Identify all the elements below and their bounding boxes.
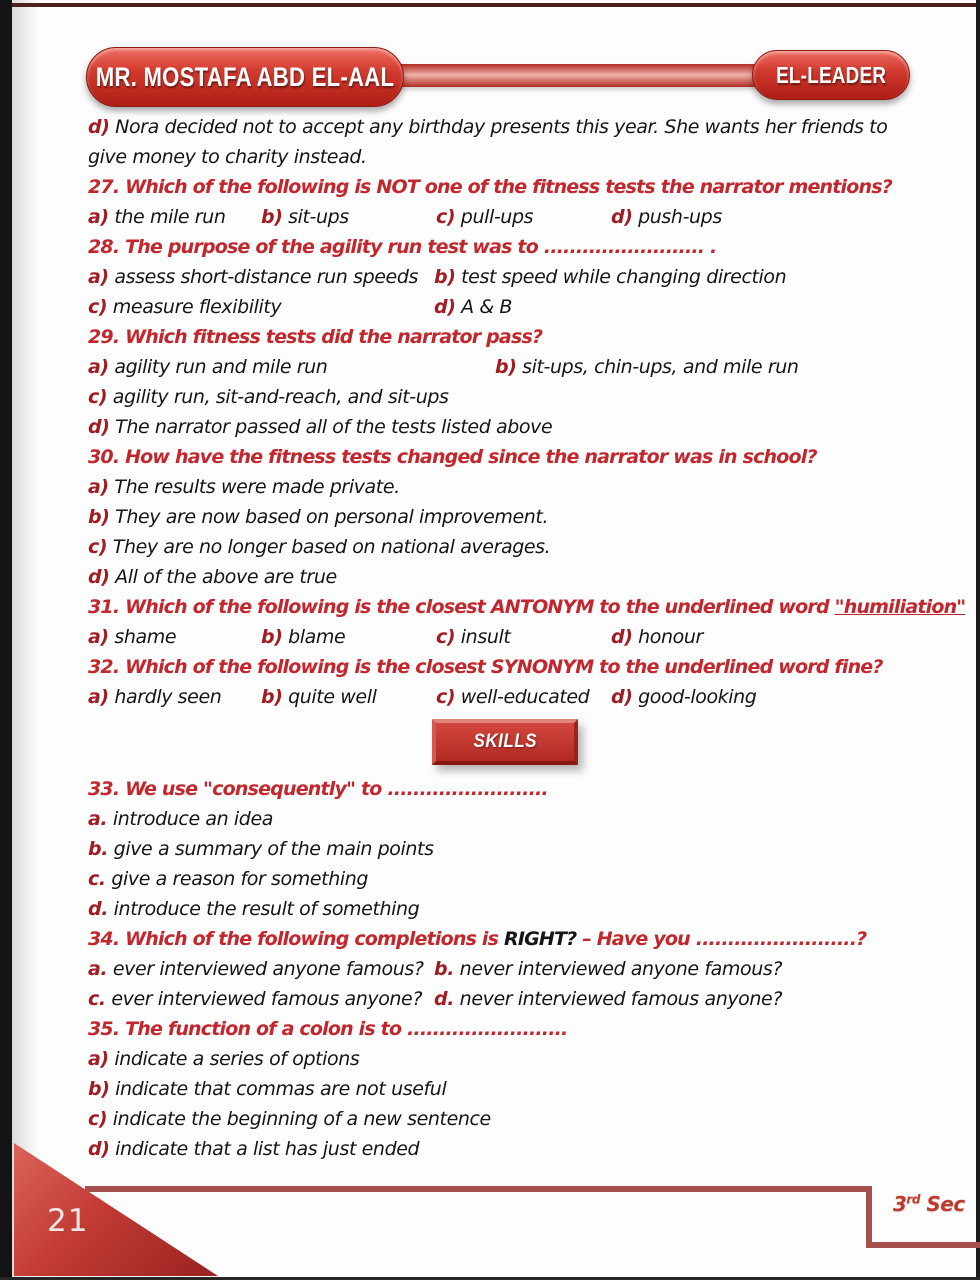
option-text: measure flexibility [107,296,282,318]
option-d [611,622,908,652]
option-label: c) [88,386,108,408]
option-text: They are now based on personal improvement. [109,506,549,528]
option-c [88,292,434,322]
option-d [611,202,908,232]
question-title [88,232,908,262]
option-c [436,202,611,232]
option-d [611,682,908,712]
option-label: d. [88,898,109,920]
option-text: insult [455,626,511,648]
skills-banner [432,719,578,765]
grade-ordinal: rd [906,1192,920,1207]
scan-edge-right [976,0,980,1280]
option-label: a) [88,686,109,708]
option-row [88,1134,908,1164]
option-text: well-educated [455,686,590,708]
option-d [88,566,337,588]
option-text: assess short-distance run speeds [108,266,418,288]
grade-text: Sec [919,1192,965,1216]
option-row [88,382,908,412]
option-label: c) [436,206,456,228]
option-label: b. [434,958,455,980]
header-connector-bar [392,64,760,87]
option-text: They are no longer based on national averages. [107,536,551,558]
teacher-name-pill [86,47,404,107]
option-c [88,386,449,408]
option-b [495,352,908,382]
option-label: b) [261,206,283,228]
option-label: b. [88,838,109,860]
question-31 [88,592,966,652]
question-text-segment: 33. We use "consequently" to ......................... [88,778,548,800]
question-title [88,442,908,472]
option-text: pull-ups [455,206,534,228]
question-text-segment: "humiliation" [834,596,966,618]
question-text-segment: 35. The function of a colon is to ......................... [88,1018,568,1040]
option-c [436,622,611,652]
option-label: b) [88,506,110,528]
option-row [88,622,908,652]
option-row [88,562,908,592]
option-text: All of the above are true [109,566,337,588]
option-text: sit-ups [282,206,349,228]
option-row [88,352,908,382]
option-text: indicate the beginning of a new sentence [107,1108,491,1130]
option-b [434,954,908,984]
option-text: quite well [282,686,377,708]
option-b [88,506,548,528]
option-text: hardly seen [108,686,222,708]
option-a [88,1048,359,1070]
option-text: introduce the result of something [108,898,420,920]
option-d [88,416,552,438]
intro-option-text: Nora decided not to accept any birthday presents this year. She wants her friends to give money to charity instead. [88,116,888,168]
option-a [88,352,495,382]
option-d [88,1138,419,1160]
option-a [88,622,261,652]
option-label: b) [88,1078,110,1100]
option-label: a. [88,958,108,980]
option-text: test speed while changing direction [455,266,787,288]
option-a [88,202,261,232]
option-d [88,898,419,920]
option-text: sit-ups, chin-ups, and mile run [516,356,799,378]
option-label: b) [495,356,517,378]
option-row [88,954,908,984]
footer-rule-lower [866,1242,980,1248]
option-label: b) [434,266,456,288]
question-title [88,774,908,804]
option-row [88,834,908,864]
option-text: give a reason for something [105,868,369,890]
option-text: good-looking [632,686,757,708]
question-29 [88,322,908,442]
question-33 [88,774,908,924]
option-row [88,1044,908,1074]
option-text: give a summary of the main points [108,838,434,860]
option-text: A & B [455,296,513,318]
grade-number: 3 [893,1192,907,1216]
option-a [88,262,434,292]
question-text-segment: 28. The purpose of the agility run test was to ......................... . [88,236,717,258]
option-text: ever interviewed famous anyone? [105,988,423,1010]
option-b [434,262,908,292]
question-title [88,322,908,352]
option-label: d) [88,1138,110,1160]
option-text: blame [282,626,346,648]
option-text: agility run, sit-and-reach, and sit-ups [107,386,449,408]
option-row [88,532,908,562]
option-row [88,202,908,232]
question-27 [88,172,908,232]
page-number: 21 [47,1203,89,1239]
option-row [88,1104,908,1134]
question-34 [88,924,908,1014]
option-label: d) [434,296,456,318]
option-c [436,682,611,712]
intro-option-d [88,112,908,172]
option-text: indicate that commas are not useful [109,1078,447,1100]
question-text-segment: 32. Which of the following is the closest SYNONYM to the underlined word fine? [88,656,883,678]
footer-rule-main [85,1186,872,1192]
option-row [88,894,908,924]
option-label: a) [88,476,109,498]
question-title [88,172,908,202]
question-text-segment: RIGHT? [503,928,577,950]
page-border-top [12,3,980,7]
option-text: honour [632,626,703,648]
option-a [88,808,273,830]
option-label: a) [88,1048,109,1070]
option-label: a) [88,266,109,288]
option-text: never interviewed anyone famous? [454,958,783,980]
question-text-segment: 31. Which of the following is the closest ANTONYM to the underlined word [88,596,835,618]
option-label: d) [611,626,633,648]
question-title [88,924,908,954]
question-text-segment: – Have you .........................? [576,928,867,950]
option-b [261,622,436,652]
option-row [88,682,908,712]
option-text: introduce an idea [107,808,273,830]
option-label: b) [261,626,283,648]
question-text-segment: 29. Which fitness tests did the narrator pass? [88,326,543,348]
skills-banner-label: SKILLS [473,731,537,752]
option-text: The narrator passed all of the tests listed above [109,416,553,438]
option-text: push-ups [632,206,722,228]
worksheet-content [88,112,966,1164]
option-b [88,838,434,860]
option-label: c) [88,1108,108,1130]
page-shading-left [12,0,38,1280]
option-label: d. [434,988,455,1010]
option-row [88,412,908,442]
option-label: c. [88,988,106,1010]
option-b [261,682,436,712]
option-c [88,1108,491,1130]
question-text-segment: 30. How have the fitness tests changed since the narrator was in school? [88,446,817,468]
option-a [88,476,400,498]
option-c [88,984,434,1014]
option-label: a. [88,808,108,830]
questions-list-skills [88,774,908,1164]
option-label: d) [88,416,110,438]
option-text: indicate a series of options [108,1048,360,1070]
option-row [88,472,908,502]
brand-label: EL-LEADER [775,61,887,88]
question-title [88,652,908,682]
option-label: c) [436,626,456,648]
option-label: c. [88,868,106,890]
option-d [434,984,908,1014]
questions-list-reading [88,172,966,712]
option-b [88,1078,446,1100]
option-text: the mile run [108,206,226,228]
option-text: indicate that a list has just ended [109,1138,420,1160]
option-text: agility run and mile run [108,356,328,378]
option-label: b) [261,686,283,708]
option-text: never interviewed famous anyone? [454,988,783,1010]
option-d [434,292,908,322]
question-30 [88,442,908,592]
option-label: c) [436,686,456,708]
brand-pill [752,50,910,100]
option-label: d) [611,686,633,708]
option-row [88,502,908,532]
option-row [88,1074,908,1104]
option-text: The results were made private. [108,476,400,498]
option-row [88,292,908,322]
option-c [88,868,368,890]
option-c [88,536,550,558]
grade-label [893,1192,965,1216]
question-35 [88,1014,908,1164]
option-label: a) [88,626,109,648]
option-row [88,984,908,1014]
question-text-segment: 34. Which of the following completions is [88,928,504,950]
intro-option-label: d) [88,116,110,138]
scan-edge-left [0,0,12,1280]
option-row [88,262,908,292]
option-label: a) [88,356,109,378]
question-28 [88,232,908,322]
question-title [88,1014,908,1044]
footer-rule-step [866,1186,872,1248]
option-text: shame [108,626,177,648]
option-row [88,864,908,894]
option-a [88,954,434,984]
option-label: c) [88,536,108,558]
question-32 [88,652,908,712]
option-label: a) [88,206,109,228]
question-title [88,592,966,622]
option-label: d) [611,206,633,228]
option-label: d) [88,566,110,588]
question-text-segment: 27. Which of the following is NOT one of the fitness tests the narrator mentions? [88,176,892,198]
option-a [88,682,261,712]
teacher-name-label: MR. MOSTAFA ABD EL-AAL [95,61,395,92]
option-row [88,804,908,834]
option-label: c) [88,296,108,318]
option-text: ever interviewed anyone famous? [107,958,424,980]
option-b [261,202,436,232]
